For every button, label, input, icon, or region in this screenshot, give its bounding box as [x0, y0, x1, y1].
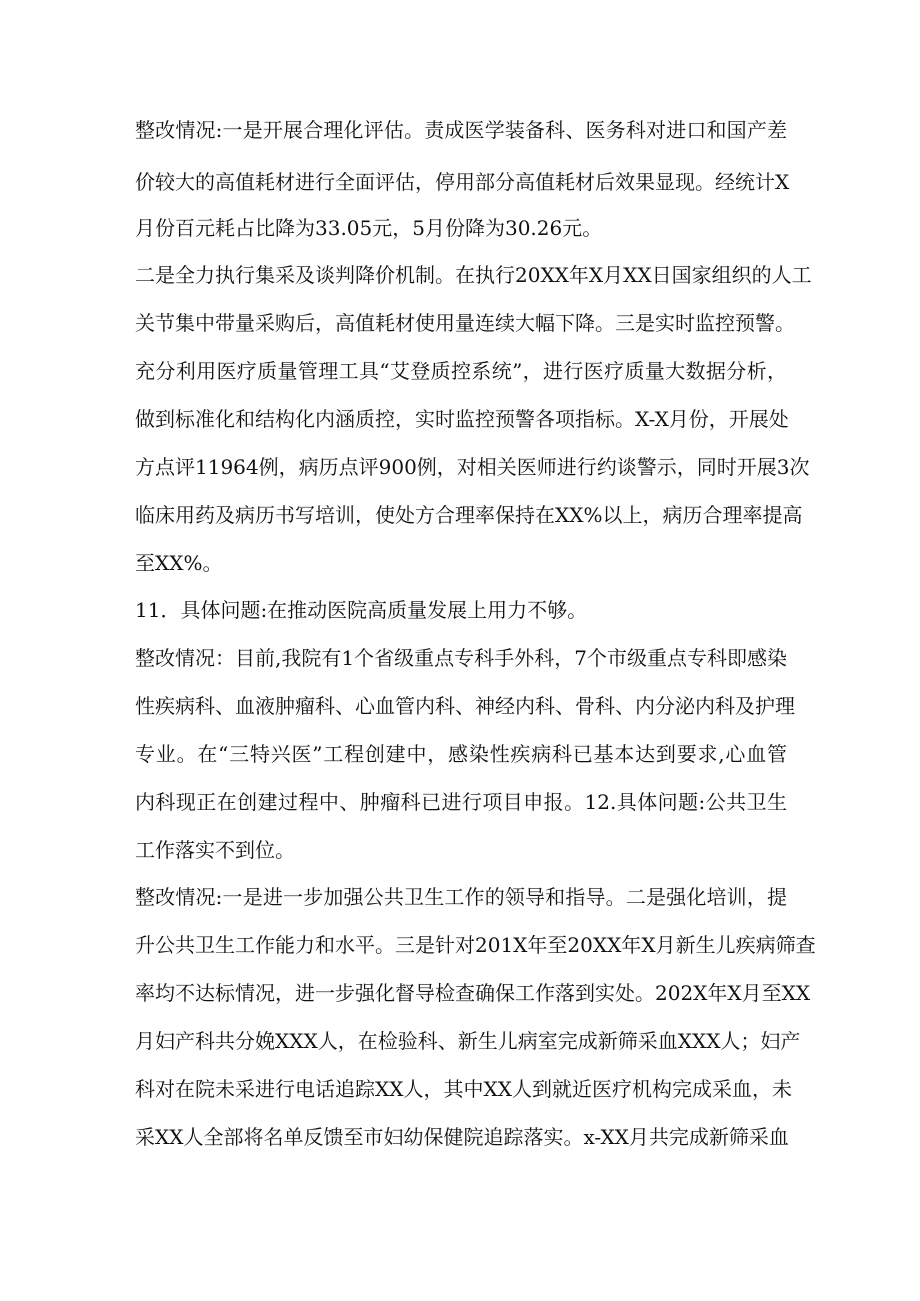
text-line: 月份百元耗占比降为33.05元，5月份降为30.26元。	[135, 216, 603, 240]
text-line: 工作落实不到位。	[135, 838, 295, 862]
text-line: 内科现正在创建过程中、肿瘤科已进行项目申报。12.具体问题:公共卫生	[135, 790, 787, 814]
text-line: 临床用药及病历书写培训，使处方合理率保持在XX%以上，病历合理率提高	[135, 503, 803, 527]
text-line: 整改情况：目前,我院有1个省级重点专科手外科，7个市级重点专科即感染	[135, 646, 787, 670]
text-line: 率均不达标情况，进一步强化督导检查确保工作落到实处。202X年X月至XX	[135, 981, 811, 1005]
text-line: 做到标准化和结构化内涵质控，实时监控预警各项指标。X-X月份，开展处	[135, 407, 789, 431]
text-line: 升公共卫生工作能力和水平。三是针对201X年至20XX年X月新生儿疾病筛查	[135, 933, 816, 957]
text-line: 采XX人全部将名单反馈至市妇幼保健院追踪落实。x-XX月共完成新筛采血	[135, 1125, 789, 1149]
text-line: 方点评11964例，病历点评900例，对相关医师进行约谈警示，同时开展3次	[135, 455, 810, 479]
text-line: 二是全力执行集采及谈判降价机制。在执行20XX年X月XX日国家组织的人工	[135, 263, 812, 287]
section-heading: 11．具体问题:在推动医院高质量发展上用力不够。	[135, 598, 588, 622]
text-line: 月妇产科共分娩XXX人，在检验科、新生儿病室完成新筛采血XXX人；妇产	[135, 1029, 801, 1053]
text-line: 至XX%。	[135, 551, 223, 575]
text-line: 价较大的高值耗材进行全面评估，停用部分高值耗材后效果显现。经统计X	[135, 170, 790, 194]
text-line: 整改情况:一是进一步加强公共卫生工作的领导和指导。二是强化培训，提	[135, 885, 787, 909]
text-line: 性疾病科、血液肿瘤科、心血管内科、神经内科、骨科、内分泌内科及护理	[135, 694, 795, 718]
text-line: 关节集中带量采购后，高值耗材使用量连续大幅下降。三是实时监控预警。	[135, 311, 795, 335]
text-line: 专业。在“三特兴医”工程创建中，感染性疾病科已基本达到要求,心血管	[135, 742, 787, 766]
text-line: 充分利用医疗质量管理工具“艾登质控系统”，进行医疗质量大数据分析，	[135, 359, 787, 383]
text-line: 科对在院未采进行电话追踪XX人，其中XX人到就近医疗机构完成采血，未	[135, 1077, 792, 1101]
text-line: 整改情况:一是开展合理化评估。责成医学装备科、医务科对进口和国产差	[135, 118, 787, 142]
